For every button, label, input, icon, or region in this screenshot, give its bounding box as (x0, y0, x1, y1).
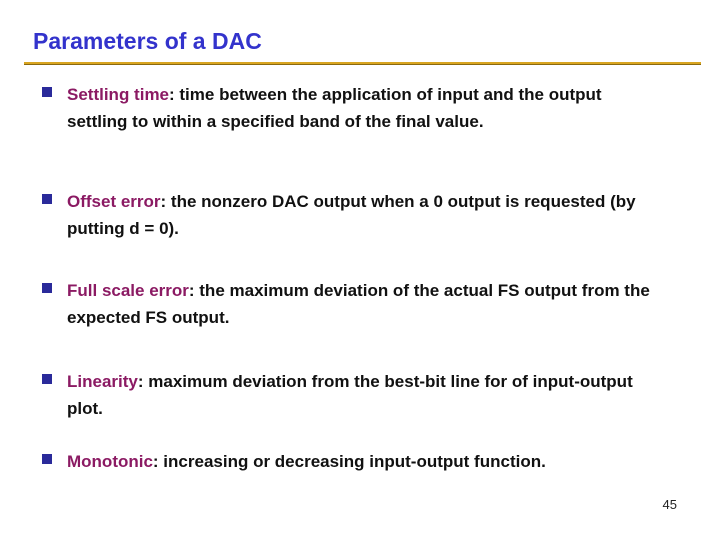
slide-title: Parameters of a DAC (33, 28, 262, 54)
bullet-full-scale-error (42, 277, 662, 331)
bullet-term: Offset error (67, 192, 161, 211)
bullet-description: : time between the application of input and the output settling to within a specified band of the final value. (67, 85, 602, 131)
square-bullet-icon (42, 87, 52, 97)
bullet-description: : the maximum deviation of the actual FS output from the expected FS output. (67, 281, 650, 327)
bullet-monotonic (42, 448, 662, 475)
bullet-linearity (42, 368, 662, 422)
square-bullet-icon (42, 283, 52, 293)
bullet-term: Monotonic (67, 452, 153, 471)
bullet-description: : the nonzero DAC output when a 0 output is requested (by putting d = 0). (67, 192, 636, 238)
bullet-term: Full scale error (67, 281, 189, 300)
page-number: 45 (662, 497, 677, 512)
bullet-settling-time (42, 81, 662, 135)
bullet-text (67, 277, 662, 331)
square-bullet-icon (42, 374, 52, 384)
bullet-description: : increasing or decreasing input-output function. (152, 452, 546, 471)
bullet-text (67, 81, 662, 135)
bullet-term: Linearity (67, 372, 138, 391)
bullet-text (67, 448, 662, 475)
bullet-text (67, 188, 662, 242)
bullet-description: : maximum deviation from the best-bit line for of input-output plot. (67, 372, 633, 418)
square-bullet-icon (42, 194, 52, 204)
bullet-offset-error (42, 188, 662, 242)
bullet-text (67, 368, 662, 422)
title-underline (24, 62, 701, 65)
bullet-term: Settling time (67, 85, 170, 104)
square-bullet-icon (42, 454, 52, 464)
